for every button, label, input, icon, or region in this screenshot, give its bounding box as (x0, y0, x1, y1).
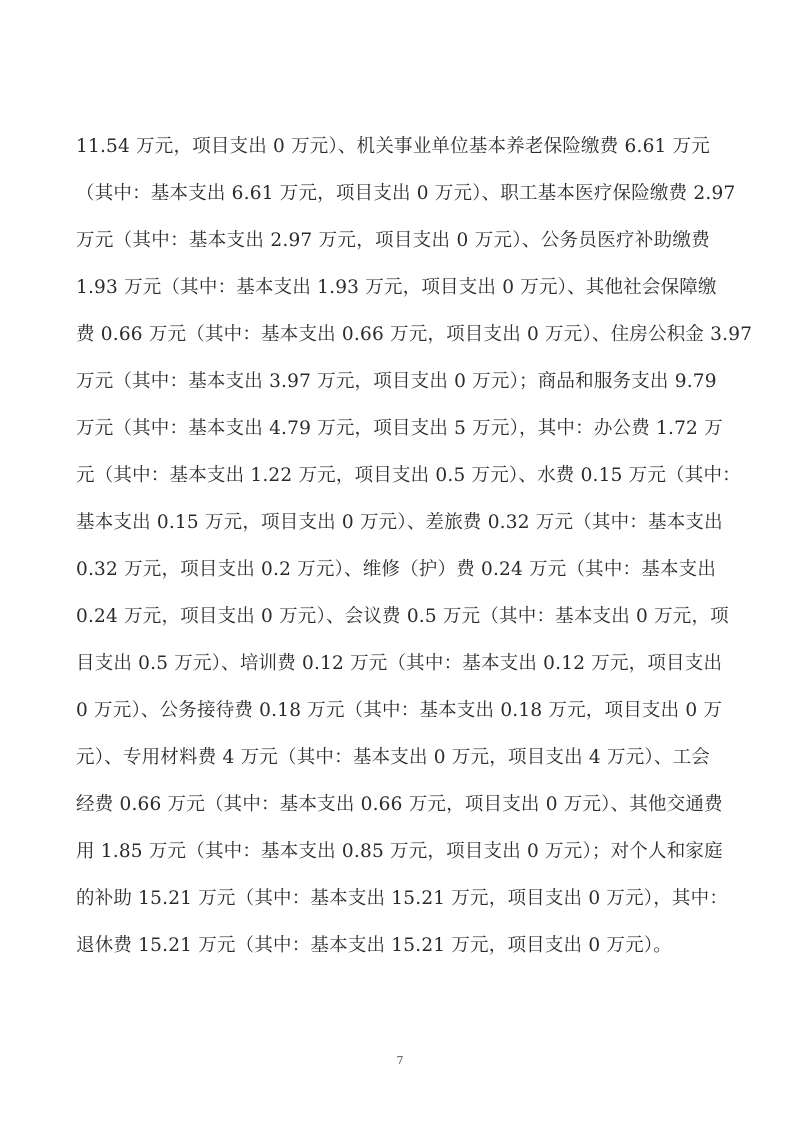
text-line: 元（其中：基本支出 1.22 万元，项目支出 0.5 万元）、水费 0.15 万元（其中： (76, 465, 741, 486)
text-line: 1.93 万元（其中：基本支出 1.93 万元，项目支出 0 万元）、其他社会保障缴 (76, 277, 717, 298)
text-line: 0.24 万元，项目支出 0 万元）、会议费 0.5 万元（其中：基本支出 0 万元，项 (76, 606, 729, 627)
text-line: 0.32 万元，项目支出 0.2 万元）、维修（护）费 0.24 万元（其中：基本支出 (76, 559, 717, 580)
text-line: 的补助 15.21 万元（其中：基本支出 15.21 万元，项目支出 0 万元），其中： (76, 888, 729, 909)
text-line: 0 万元）、公务接待费 0.18 万元（其中：基本支出 0.18 万元，项目支出 0 万 (76, 700, 723, 721)
text-line: 费 0.66 万元（其中：基本支出 0.66 万元，项目支出 0 万元）、住房公积金 3.97 (76, 324, 753, 345)
body-paragraph (76, 128, 753, 974)
text-line: 基本支出 0.15 万元，项目支出 0 万元）、差旅费 0.32 万元（其中：基本支出 (76, 512, 723, 533)
text-line: 万元（其中：基本支出 2.97 万元，项目支出 0 万元）、公务员医疗补助缴费 (76, 230, 710, 251)
page-number: 7 (396, 1054, 404, 1067)
text-line: （其中：基本支出 6.61 万元，项目支出 0 万元）、职工基本医疗保险缴费 2.97 (76, 183, 736, 204)
text-line: 万元（其中：基本支出 4.79 万元，项目支出 5 万元），其中：办公费 1.72 万 (76, 418, 723, 439)
text-line: 目支出 0.5 万元）、培训费 0.12 万元（其中：基本支出 0.12 万元，项目支出 (76, 653, 723, 674)
text-line: 万元（其中：基本支出 3.97 万元，项目支出 0 万元）；商品和服务支出 9.79 (76, 371, 717, 392)
text-line: 用 1.85 万元（其中：基本支出 0.85 万元，项目支出 0 万元）；对个人和家庭 (76, 841, 723, 862)
text-line: 11.54 万元，项目支出 0 万元）、机关事业单位基本养老保险缴费 6.61 万元 (76, 136, 710, 157)
text-line: 元）、专用材料费 4 万元（其中：基本支出 0 万元，项目支出 4 万元）、工会 (76, 747, 710, 768)
text-line: 经费 0.66 万元（其中：基本支出 0.66 万元，项目支出 0 万元）、其他交通费 (76, 794, 723, 815)
text-line: 退休费 15.21 万元（其中：基本支出 15.21 万元，项目支出 0 万元）。 (76, 935, 672, 956)
